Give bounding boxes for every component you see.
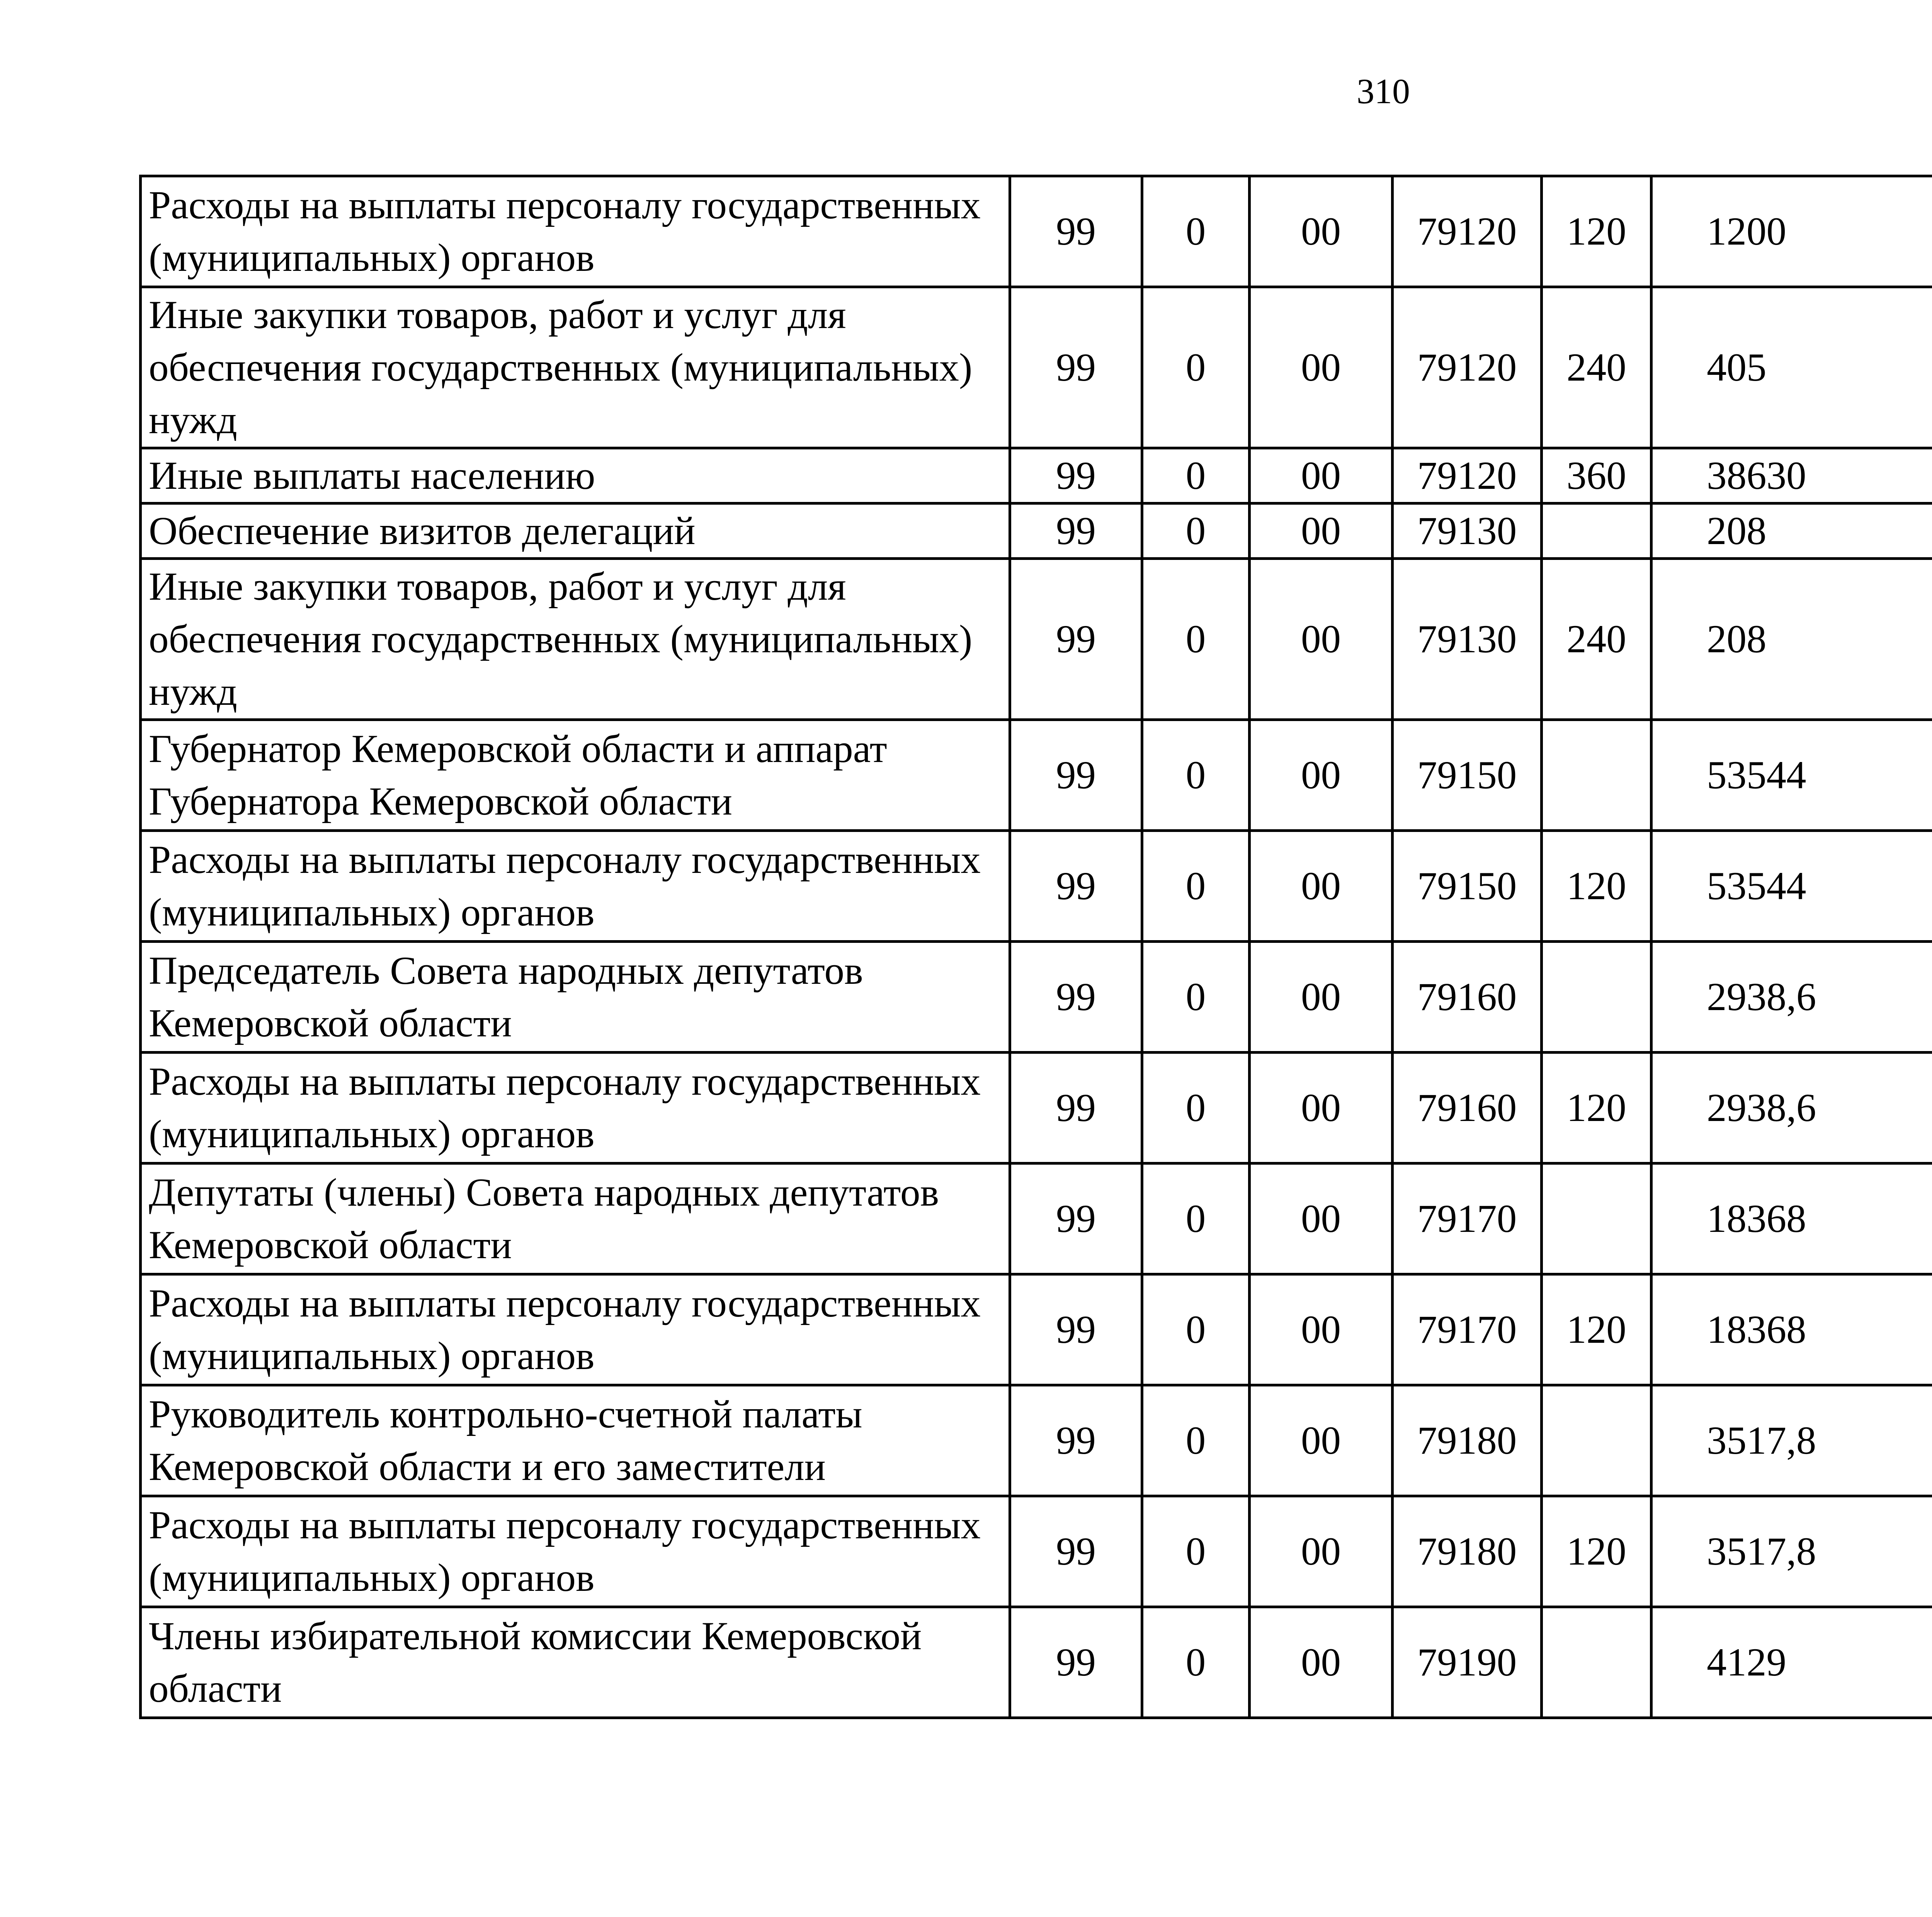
code-cell: 00 xyxy=(1250,503,1393,559)
code-cell: 00 xyxy=(1250,942,1393,1053)
table-row xyxy=(141,559,1932,720)
expense-name-cell: Расходы на выплаты персоналу государственных (муниципальных) органов xyxy=(141,1496,1010,1607)
code-cell: 99 xyxy=(1010,287,1142,448)
code-cell: 240 xyxy=(1542,559,1651,720)
expense-name-cell: Расходы на выплаты персоналу государственных (муниципальных) органов xyxy=(141,1053,1010,1163)
table-row xyxy=(141,176,1932,287)
code-cell: 120 xyxy=(1542,831,1651,942)
code-cell: 00 xyxy=(1250,176,1393,287)
expense-name-cell: Члены избирательной комиссии Кемеровской области xyxy=(141,1607,1010,1718)
table-row xyxy=(141,448,1932,503)
amount-cell: 38630 xyxy=(1651,448,1932,503)
code-cell: 79130 xyxy=(1393,559,1542,720)
code-cell: 79120 xyxy=(1393,287,1542,448)
table-row xyxy=(141,942,1932,1053)
expense-name-cell: Председатель Совета народных депутатов Кемеровской области xyxy=(141,942,1010,1053)
amount-cell: 2938,6 xyxy=(1651,942,1932,1053)
code-cell: 120 xyxy=(1542,1274,1651,1385)
code-cell: 79150 xyxy=(1393,720,1542,831)
code-cell: 00 xyxy=(1250,448,1393,503)
amount-cell: 3517,8 xyxy=(1651,1496,1932,1607)
code-cell: 99 xyxy=(1010,1163,1142,1274)
code-cell: 00 xyxy=(1250,1274,1393,1385)
table-row xyxy=(141,1496,1932,1607)
amount-cell: 405 xyxy=(1651,287,1932,448)
code-cell: 79180 xyxy=(1393,1496,1542,1607)
code-cell: 0 xyxy=(1142,176,1250,287)
code-cell: 79130 xyxy=(1393,503,1542,559)
code-cell: 0 xyxy=(1142,1053,1250,1163)
amount-cell: 208 xyxy=(1651,559,1932,720)
amount-cell: 2938,6 xyxy=(1651,1053,1932,1163)
code-cell xyxy=(1542,1607,1651,1718)
code-cell: 120 xyxy=(1542,1496,1651,1607)
code-cell: 79180 xyxy=(1393,1385,1542,1496)
amount-cell: 53544 xyxy=(1651,831,1932,942)
table-row xyxy=(141,1274,1932,1385)
budget-table xyxy=(139,175,1932,1719)
code-cell: 99 xyxy=(1010,1053,1142,1163)
code-cell: 00 xyxy=(1250,1385,1393,1496)
amount-cell: 208 xyxy=(1651,503,1932,559)
code-cell: 00 xyxy=(1250,1163,1393,1274)
code-cell: 99 xyxy=(1010,559,1142,720)
code-cell: 00 xyxy=(1250,1496,1393,1607)
code-cell: 79120 xyxy=(1393,176,1542,287)
code-cell: 0 xyxy=(1142,1607,1250,1718)
code-cell: 99 xyxy=(1010,503,1142,559)
table-row xyxy=(141,1163,1932,1274)
amount-cell: 1200 xyxy=(1651,176,1932,287)
code-cell: 99 xyxy=(1010,1385,1142,1496)
code-cell: 240 xyxy=(1542,287,1651,448)
code-cell: 99 xyxy=(1010,942,1142,1053)
code-cell xyxy=(1542,1385,1651,1496)
amount-cell: 18368 xyxy=(1651,1163,1932,1274)
expense-name-cell: Расходы на выплаты персоналу государственных (муниципальных) органов xyxy=(141,831,1010,942)
expense-name-cell: Расходы на выплаты персоналу государственных (муниципальных) органов xyxy=(141,1274,1010,1385)
table-row xyxy=(141,287,1932,448)
code-cell xyxy=(1542,942,1651,1053)
code-cell: 00 xyxy=(1250,559,1393,720)
table-row xyxy=(141,831,1932,942)
code-cell: 99 xyxy=(1010,176,1142,287)
code-cell: 79190 xyxy=(1393,1607,1542,1718)
code-cell: 0 xyxy=(1142,1274,1250,1385)
page-number: 310 xyxy=(1357,71,1410,111)
code-cell: 00 xyxy=(1250,831,1393,942)
code-cell: 99 xyxy=(1010,1607,1142,1718)
code-cell: 0 xyxy=(1142,1385,1250,1496)
code-cell: 0 xyxy=(1142,559,1250,720)
code-cell: 79170 xyxy=(1393,1163,1542,1274)
expense-name-cell: Депутаты (члены) Совета народных депутатов Кемеровской области xyxy=(141,1163,1010,1274)
code-cell: 0 xyxy=(1142,503,1250,559)
code-cell: 0 xyxy=(1142,942,1250,1053)
expense-name-cell: Руководитель контрольно-счетной палаты Кемеровской области и его заместители xyxy=(141,1385,1010,1496)
code-cell: 0 xyxy=(1142,720,1250,831)
table-row xyxy=(141,1385,1932,1496)
code-cell: 00 xyxy=(1250,1053,1393,1163)
amount-cell: 3517,8 xyxy=(1651,1385,1932,1496)
code-cell: 79160 xyxy=(1393,1053,1542,1163)
code-cell: 99 xyxy=(1010,720,1142,831)
code-cell: 0 xyxy=(1142,1163,1250,1274)
code-cell: 120 xyxy=(1542,1053,1651,1163)
code-cell: 00 xyxy=(1250,287,1393,448)
code-cell: 99 xyxy=(1010,448,1142,503)
code-cell: 79150 xyxy=(1393,831,1542,942)
code-cell: 360 xyxy=(1542,448,1651,503)
expense-name-cell: Обеспечение визитов делегаций xyxy=(141,503,1010,559)
amount-cell: 18368 xyxy=(1651,1274,1932,1385)
code-cell xyxy=(1542,1163,1651,1274)
amount-cell: 4129 xyxy=(1651,1607,1932,1718)
expense-name-cell: Иные выплаты населению xyxy=(141,448,1010,503)
code-cell: 120 xyxy=(1542,176,1651,287)
expense-name-cell: Иные закупки товаров, работ и услуг для обеспечения государственных (муниципальных) нужд xyxy=(141,287,1010,448)
code-cell: 0 xyxy=(1142,1496,1250,1607)
code-cell: 79170 xyxy=(1393,1274,1542,1385)
code-cell xyxy=(1542,720,1651,831)
table-row xyxy=(141,720,1932,831)
code-cell: 99 xyxy=(1010,1496,1142,1607)
expense-name-cell: Губернатор Кемеровской области и аппарат Губернатора Кемеровской области xyxy=(141,720,1010,831)
expense-name-cell: Иные закупки товаров, работ и услуг для обеспечения государственных (муниципальных) нужд xyxy=(141,559,1010,720)
code-cell: 00 xyxy=(1250,720,1393,831)
code-cell: 00 xyxy=(1250,1607,1393,1718)
table-row xyxy=(141,1053,1932,1163)
code-cell: 0 xyxy=(1142,287,1250,448)
amount-cell: 53544 xyxy=(1651,720,1932,831)
table-row xyxy=(141,503,1932,559)
code-cell: 99 xyxy=(1010,831,1142,942)
expense-name-cell: Расходы на выплаты персоналу государственных (муниципальных) органов xyxy=(141,176,1010,287)
code-cell: 79160 xyxy=(1393,942,1542,1053)
code-cell: 0 xyxy=(1142,448,1250,503)
code-cell: 99 xyxy=(1010,1274,1142,1385)
table-row xyxy=(141,1607,1932,1718)
code-cell xyxy=(1542,503,1651,559)
code-cell: 0 xyxy=(1142,831,1250,942)
code-cell: 79120 xyxy=(1393,448,1542,503)
